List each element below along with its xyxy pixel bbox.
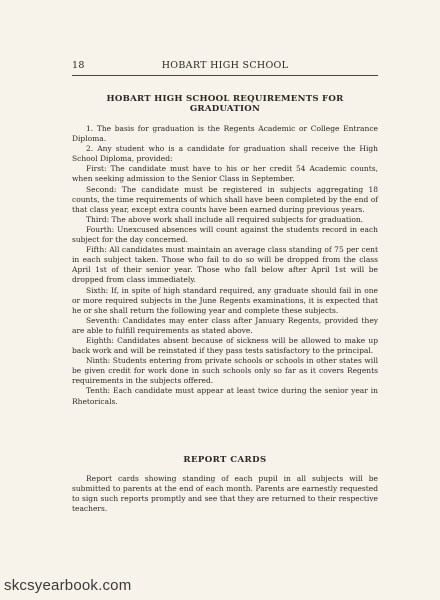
requirement-paragraph: Tenth: Each candidate must appear at least twice during the senior year in Rhetoricals. (72, 386, 378, 406)
requirements-heading: HOBART HIGH SCHOOL REQUIREMENTS FOR GRADUATION (106, 94, 344, 114)
requirement-paragraph: Sixth: If, in spite of high standard required, any graduate should fail in one or more required subjects in the June Regents examinations, it is expected that he or she shall return the following year and complete these subjects. (72, 285, 378, 315)
requirement-paragraph: 1. The basis for graduation is the Regents Academic or College Entrance Diploma. (72, 124, 378, 144)
requirement-paragraph: Fifth: All candidates must maintain an average class standing of 75 per cent in each subject taken. Those who fail to do so will be dropped from the class April 1st of their senior year. Those who fall below after April 1st will be dropped from class immediately. (72, 245, 378, 285)
running-title: HOBART HIGH SCHOOL (161, 60, 289, 71)
requirement-paragraph: Third: The above work shall include all required subjects for graduation. (86, 214, 364, 224)
report-cards-heading: REPORT CARDS (183, 454, 267, 465)
page-header (72, 60, 378, 71)
requirement-paragraph: First: The candidate must have to his or her credit 54 Academic counts, when seeking admission to the Senior Class in September. (72, 164, 378, 184)
report-cards-paragraph: Report cards showing standing of each pupil in all subjects will be submitted to parents at the end of each month. Parents are earnestly requested to sign such reports promptly and see that they are returned to their respective teachers. (72, 473, 378, 513)
watermark: skcsyearbook.com (4, 577, 132, 594)
section-gap (72, 407, 378, 435)
page-number: 18 (72, 60, 85, 71)
requirement-paragraph: Second: The candidate must be registered in subjects aggregating 18 counts, the time requirements of which shall have been completed by the end of that class year, except extra counts have been earned during previous years. (72, 184, 378, 214)
requirement-paragraph: 2. Any student who is a candidate for graduation shall receive the High School Diploma, provided: (72, 144, 378, 164)
requirement-paragraph: Seventh: Candidates may enter class after January Regents, provided they are able to fulfill requirements as stated above. (72, 315, 378, 335)
page-content (72, 60, 378, 514)
requirement-paragraph: Ninth: Students entering from private schools or schools in other states will be given credit for work done in such schools only so far as it covers Regents requirements in the subjects offered. (72, 356, 378, 386)
requirement-paragraph: Fourth: Unexcused absences will count against the students record in each subject for the day concerned. (72, 224, 378, 245)
header-rule (72, 75, 378, 76)
requirement-paragraph: Eighth: Candidates absent because of sickness will be allowed to make up back work and will be reinstated if they pass tests satisfactory to the principal. (72, 335, 378, 356)
